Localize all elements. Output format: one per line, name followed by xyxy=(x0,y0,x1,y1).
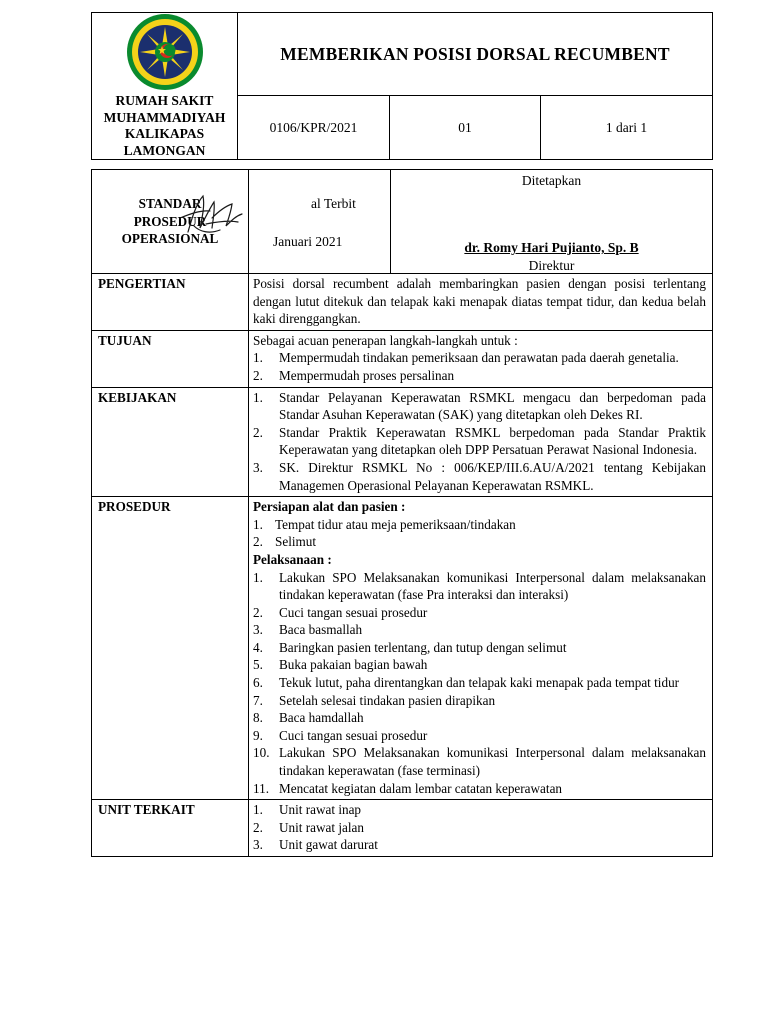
list-item xyxy=(253,349,706,367)
persiapan-list xyxy=(253,516,706,551)
list-item-number: 5. xyxy=(253,657,263,673)
list-item xyxy=(253,727,706,745)
list-item xyxy=(253,569,706,604)
ditetapkan-cell xyxy=(391,170,713,274)
list-item-number: 9. xyxy=(253,727,263,743)
hospital-name-line: KALIKAPAS xyxy=(124,126,205,141)
section-content-unit-terkait xyxy=(249,800,713,857)
list-item-number: 1. xyxy=(253,802,263,818)
list-item-number: 4. xyxy=(253,639,263,655)
list-item-text: Mempermudah tindakan pemeriksaan dan perawatan pada daerah genetalia. xyxy=(279,350,679,366)
director-title: Direktur xyxy=(528,258,575,273)
list-item xyxy=(253,674,706,692)
list-item xyxy=(253,621,706,639)
spo-label-line: STANDAR xyxy=(138,196,202,211)
section-row-kebijakan xyxy=(92,387,713,497)
list-item-number: 6. xyxy=(253,675,263,691)
list-item-text: Tekuk lutut, paha direntangkan dan telapak kaki menapak pada tempat tidur xyxy=(279,675,680,691)
list-item-text: Mempermudah proses persalinan xyxy=(279,367,455,383)
list-item-text: Tempat tidur atau meja pemeriksaan/tindakan xyxy=(275,516,516,532)
list-item-number: 3. xyxy=(253,459,263,475)
list-item-text: Baca hamdallah xyxy=(279,710,364,726)
list-item-text: Baringkan pasien terlentang, dan tutup dengan selimut xyxy=(279,639,567,655)
tanggal-terbit-label: al Terbit xyxy=(311,196,356,211)
list-item-text: Lakukan SPO Melaksanakan komunikasi Interpersonal dalam melaksanakan tindakan keperawatan (fase Pra interaksi dan interaksi) xyxy=(279,569,706,603)
list-item-number: 10. xyxy=(253,745,270,761)
revision-number: 01 xyxy=(390,96,541,160)
hospital-name-line: RUMAH SAKIT xyxy=(115,93,214,108)
document-title: MEMBERIKAN POSISI DORSAL RECUMBENT xyxy=(238,13,713,96)
list-item xyxy=(253,389,706,424)
page-info: 1 dari 1 xyxy=(541,96,713,160)
list-item xyxy=(253,836,706,854)
list-item-text: Cuci tangan sesuai prosedur xyxy=(279,727,428,743)
section-content-prosedur xyxy=(249,497,713,800)
ditetapkan-label: Ditetapkan xyxy=(521,173,582,188)
list-item-text: Mencatat kegiatan dalam lembar catatan keperawatan xyxy=(279,780,563,796)
section-row-prosedur xyxy=(92,497,713,800)
signature-icon xyxy=(176,188,248,236)
list-item xyxy=(253,459,706,494)
section-label: UNIT TERKAIT xyxy=(92,800,249,857)
spo-table xyxy=(91,169,713,857)
section-row-unit-terkait xyxy=(92,800,713,857)
list-item-text: Standar Pelayanan Keperawatan RSMKL mengacu dan berpedoman pada Standar Asuhan Keperawatan (SAK) yang ditetapkan oleh Dekes RI. xyxy=(279,389,706,423)
list-item-number: 3. xyxy=(253,622,263,638)
kebijakan-list xyxy=(253,389,706,495)
list-item-text: Standar Praktik Keperawatan RSMKL berpedoman pada Standar Praktik Keperawatan yang ditetapkan oleh DPP Persatuan Perawat Nasional Indonesia. xyxy=(279,424,706,458)
spo-label-line: OPERASIONAL xyxy=(121,231,219,247)
list-item-text: Buka pakaian bagian bawah xyxy=(279,657,428,673)
tanggal-terbit-cell xyxy=(249,170,391,274)
list-item-text: SK. Direktur RSMKL No : 006/KEP/III.6.AU/A/2021 tentang Kebijakan Managemen Operasional Pelayanan Keperawatan RSMKL. xyxy=(279,459,706,493)
section-label: PENGERTIAN xyxy=(92,274,249,331)
tanggal-terbit-value: Januari 2021 xyxy=(273,234,343,249)
director-name: dr. Romy Hari Pujianto, Sp. B xyxy=(464,240,639,255)
list-item-text: Unit rawat jalan xyxy=(279,819,364,835)
list-item-number: 7. xyxy=(253,692,263,708)
section-content-pengertian: Posisi dorsal recumbent adalah membaringkan pasien dengan posisi terlentang dengan lutut ditekuk dan telapak kaki menapak diatas tempat tidur, dan kedua belah kaki direnggangkan. xyxy=(249,274,713,331)
document-number: 0106/KPR/2021 xyxy=(238,96,390,160)
list-item xyxy=(253,692,706,710)
list-item-number: 1. xyxy=(253,569,263,585)
hospital-logo-icon xyxy=(126,13,204,91)
section-row-pengertian xyxy=(92,274,713,331)
list-item xyxy=(253,424,706,459)
tujuan-list xyxy=(253,349,706,384)
list-item-number: 11. xyxy=(253,780,269,796)
list-item-number: 3. xyxy=(253,837,263,853)
list-item-number: 2. xyxy=(253,604,263,620)
section-row-tujuan xyxy=(92,330,713,387)
list-item-number: 2. xyxy=(253,367,263,383)
list-item-number: 2. xyxy=(253,819,263,835)
list-item xyxy=(253,819,706,837)
list-item xyxy=(253,367,706,385)
section-content-kebijakan xyxy=(249,387,713,497)
pelaksanaan-heading: Pelaksanaan : xyxy=(253,551,332,567)
spo-label-line: PROSEDUR xyxy=(133,213,207,229)
section-content-tujuan xyxy=(249,330,713,387)
list-item-text: Unit rawat inap xyxy=(279,802,362,818)
list-item-text: Unit gawat darurat xyxy=(279,837,378,853)
list-item xyxy=(253,533,706,551)
list-item-text: Selimut xyxy=(275,534,317,550)
list-item-number: 1. xyxy=(253,350,263,366)
section-label: PROSEDUR xyxy=(92,497,249,800)
list-item-text: Cuci tangan sesuai prosedur xyxy=(279,604,428,620)
list-item xyxy=(253,780,706,798)
list-item-number: 2. xyxy=(253,534,263,550)
hospital-name-line: LAMONGAN xyxy=(123,142,206,158)
list-item xyxy=(253,639,706,657)
list-item xyxy=(253,709,706,727)
unit-terkait-list xyxy=(253,801,706,854)
section-label: TUJUAN xyxy=(92,330,249,387)
list-item-number: 1. xyxy=(253,516,263,532)
hospital-identity xyxy=(92,13,238,160)
list-item xyxy=(253,801,706,819)
list-item xyxy=(253,744,706,779)
list-item xyxy=(253,604,706,622)
persiapan-heading: Persiapan alat dan pasien : xyxy=(253,499,406,515)
list-item-text: Setelah selesai tindakan pasien dirapikan xyxy=(279,692,496,708)
spo-label-cell xyxy=(92,170,249,274)
list-item-text: Lakukan SPO Melaksanakan komunikasi Interpersonal dalam melaksanakan tindakan keperawatan (fase terminasi) xyxy=(279,745,706,779)
document-header xyxy=(91,12,713,160)
list-item xyxy=(253,656,706,674)
list-item-text: Baca basmallah xyxy=(279,622,363,638)
hospital-name xyxy=(92,93,237,159)
list-item xyxy=(253,516,706,534)
list-item-number: 2. xyxy=(253,424,263,440)
pelaksanaan-list xyxy=(253,569,706,798)
hospital-name-line: MUHAMMADIYAH xyxy=(103,109,226,125)
list-item-number: 8. xyxy=(253,710,263,726)
section-label: KEBIJAKAN xyxy=(92,387,249,497)
tujuan-intro: Sebagai acuan penerapan langkah-langkah untuk : xyxy=(253,332,518,348)
list-item-number: 1. xyxy=(253,389,263,405)
